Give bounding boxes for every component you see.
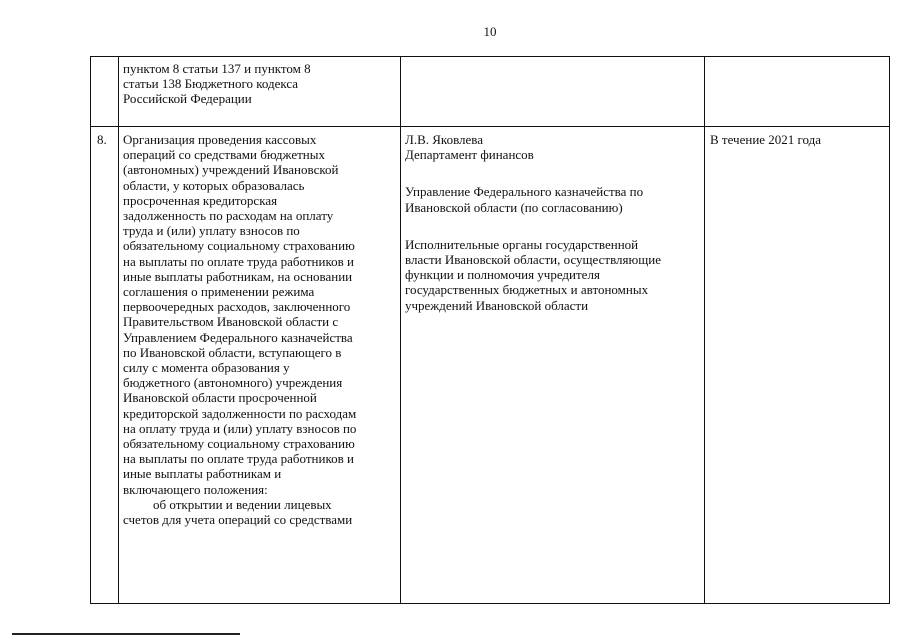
measure-line-17: бюджетного (автономного) учреждения [123,375,343,391]
continued-measure-line-2: статьи 138 Бюджетного кодекса [123,76,299,92]
col-divider-measure [400,56,401,604]
row8-number-cell [97,132,115,147]
table-left-border [90,56,91,604]
table-right-border [889,56,890,604]
treasury-line-2: Ивановской области (по согласованию) [405,199,623,215]
continued-measure-line-3: Российской Федерации [123,91,252,107]
measure-line-26: счетов для учета операций со средствами [123,512,353,528]
table-top-border [90,56,890,57]
measure-line-24: включающего положения: [123,481,268,497]
measure-line-4: области, у которых образовалась [123,177,305,193]
measure-line-16: силу с момента образования у [123,360,290,376]
measure-line-18: Ивановской области просроченной [123,390,317,406]
measure-line-8: обязательному социальному страхованию [123,238,355,254]
measure-line-19: кредиторской задолженности по расходам [123,405,357,421]
measure-line-25: об открытии и ведении лицевых [153,496,332,512]
continued-measure-cell [123,61,396,107]
col-divider-number [118,56,119,604]
measure-line-15: по Ивановской области, вступающего в [123,344,342,360]
row8-deadline-cell [710,132,886,147]
row8-measure-cell [123,132,396,527]
responsible-person: Л.В. Яковлева [405,132,484,147]
continued-measure-line-1: пунктом 8 статьи 137 и пунктом 8 [123,61,311,76]
measure-line-21: обязательному социальному страхованию [123,436,355,452]
measure-line-2: операций со средствами бюджетных [123,147,325,163]
executive-line-4: государственных бюджетных и автономных [405,282,649,298]
measure-line-23: иные выплаты работникам и [123,466,282,482]
measure-line-20: на оплату труда и (или) уплату взносов по [123,420,357,436]
measure-line-12: первоочередных расходов, заключенного [123,299,351,315]
measure-line-6: задолженность по расходам на оплату [123,208,334,224]
measure-line-22: на выплаты по оплате труда работников и [123,451,354,467]
document-table [90,56,890,604]
measure-line-1: Организация проведения кассовых [123,132,317,147]
row-divider [90,126,890,127]
executive-line-3: функции и полномочия учредителя [405,267,600,283]
measure-line-14: Управлением Федерального казначейства [123,329,353,345]
col-divider-responsible [704,56,705,604]
table-bottom-border [90,603,890,604]
row8-deadline: В течение 2021 года [710,132,822,147]
treasury-line-1: Управление Федерального казначейства по [405,184,644,200]
measure-line-3: (автономных) учреждений Ивановской [123,162,339,178]
responsible-department: Департамент финансов [405,147,534,163]
measure-line-10: иные выплаты работникам, на основании [123,268,353,284]
bottom-divider-line [12,633,240,635]
executive-line-5: учреждений Ивановской области [405,297,589,313]
measure-line-9: на выплаты по оплате труда работников и [123,253,354,269]
measure-line-13: Правительством Ивановской области с [123,314,339,330]
measure-line-7: труда и (или) уплату взносов по [123,223,300,239]
page-number: 10 [483,24,497,39]
executive-line-2: власти Ивановской области, осуществляющие [405,252,661,268]
row8-number: 8. [97,132,107,147]
row8-responsible-cell [405,132,700,313]
measure-line-11: соглашения о применении режима [123,284,315,300]
executive-line-1: Исполнительные органы государственной [405,236,639,252]
measure-line-5: просроченная кредиторская [123,192,278,208]
